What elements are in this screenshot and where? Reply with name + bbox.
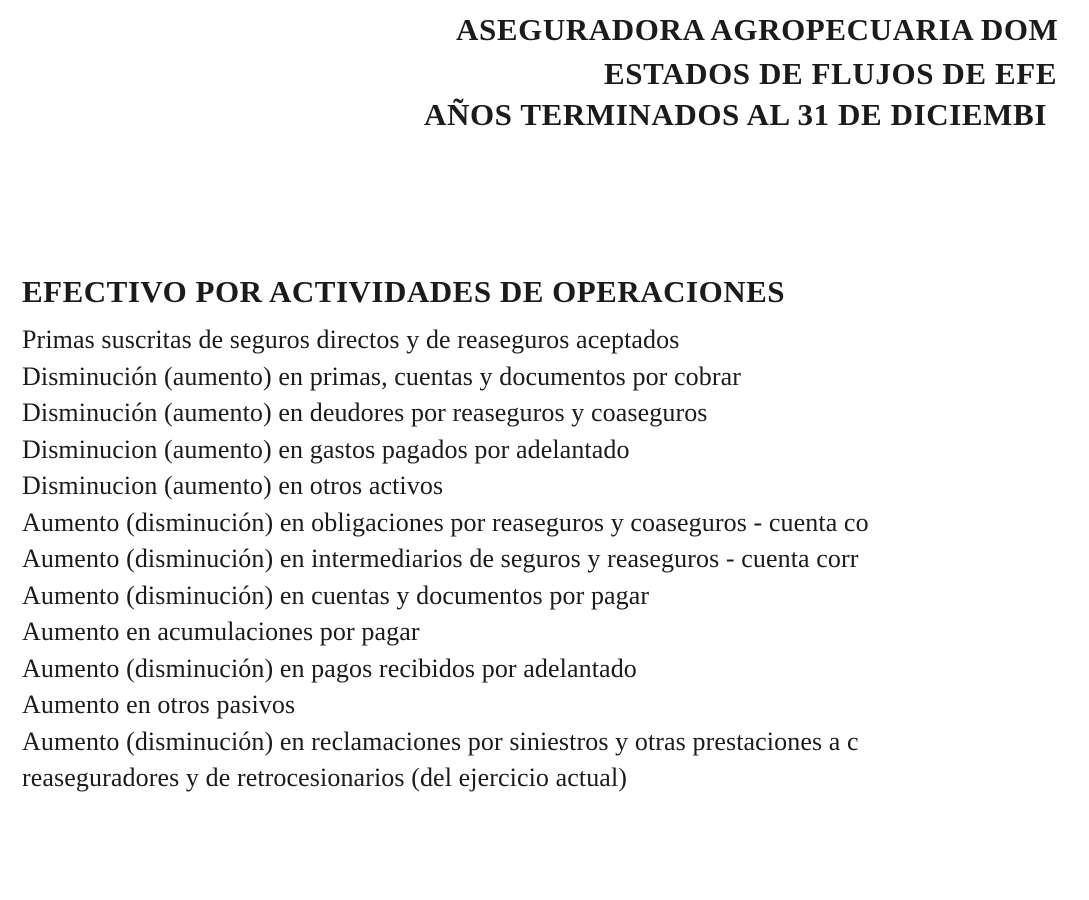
line-item: Disminución (aumento) en primas, cuentas y documentos por cobrar <box>22 361 742 391</box>
statement-title-heading: ESTADOS DE FLUJOS DE EFE <box>604 56 1058 91</box>
line-item: Aumento (disminución) en obligaciones por reaseguros y coaseguros - cuenta co <box>22 507 869 537</box>
line-item: reaseguradores y de retrocesionarios (del ejercicio actual) <box>22 763 628 792</box>
line-item: Disminución (aumento) en deudores por reaseguros y coaseguros <box>22 398 708 427</box>
line-item: Aumento (disminución) en pagos recibidos por adelantado <box>22 653 637 683</box>
line-item: Aumento (disminución) en cuentas y documentos por pagar <box>22 580 650 610</box>
line-item: Aumento en acumulaciones por pagar <box>22 617 420 646</box>
line-item: Disminucion (aumento) en gastos pagados por adelantado <box>22 434 630 464</box>
line-item: Disminucion (aumento) en otros activos <box>22 471 444 500</box>
section-title: EFECTIVO POR ACTIVIDADES DE OPERACIONES <box>22 274 786 309</box>
period-heading: AÑOS TERMINADOS AL 31 DE DICIEMBI <box>424 97 1047 132</box>
line-item: Aumento (disminución) en reclamaciones por siniestros y otras prestaciones a c <box>22 726 859 756</box>
line-item: Primas suscritas de seguros directos y de reaseguros aceptados <box>22 325 680 354</box>
line-item: Aumento en otros pasivos <box>22 690 296 719</box>
line-item: Aumento (disminución) en intermediarios de seguros y reaseguros - cuenta corr <box>22 544 859 573</box>
company-name-heading: ASEGURADORA AGROPECUARIA DOM <box>456 12 1059 47</box>
line-item-list <box>22 322 1089 797</box>
